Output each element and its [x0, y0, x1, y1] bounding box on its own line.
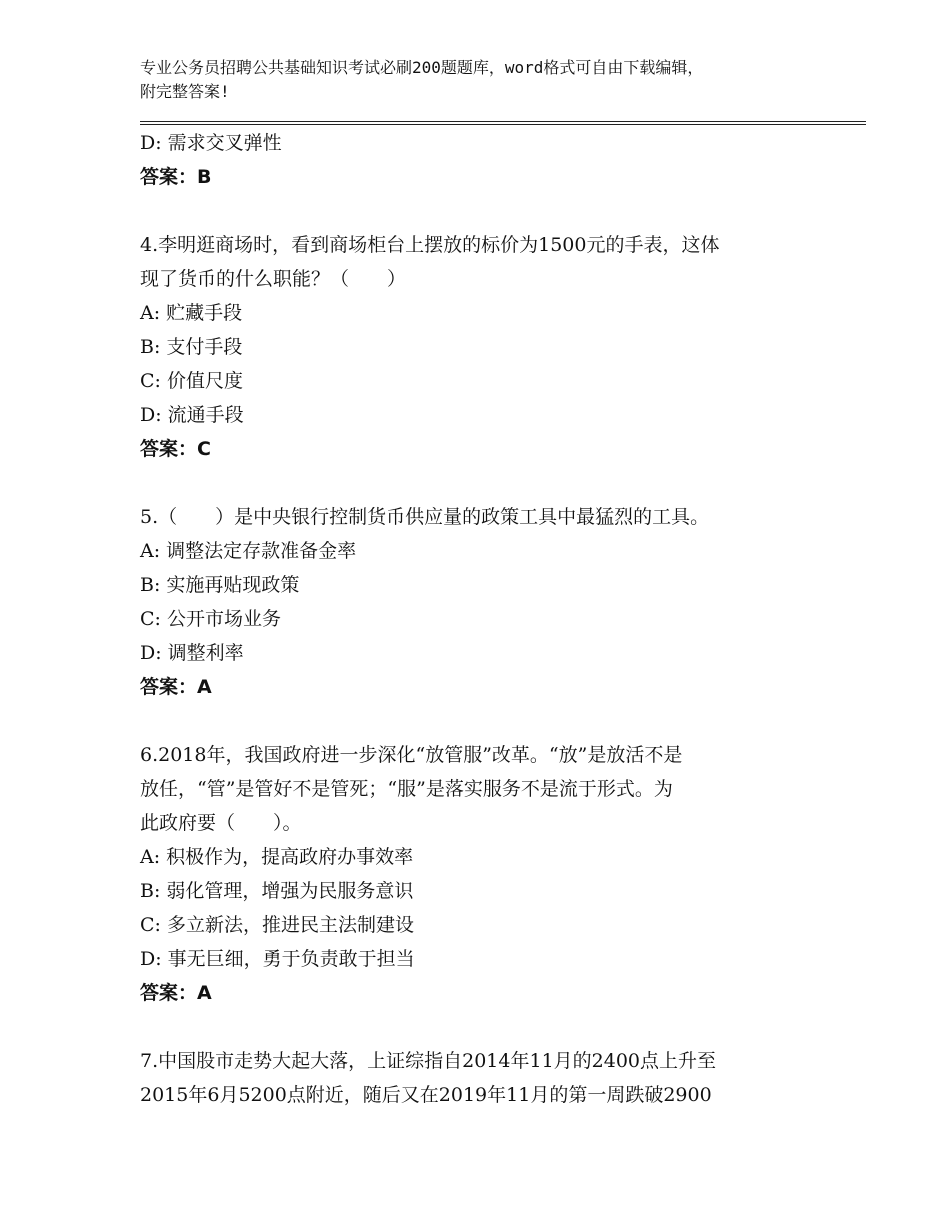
spacer — [140, 194, 866, 228]
option-c: C: 价值尺度 — [140, 370, 243, 392]
question-stem-line: 现了货币的什么职能？（ ） — [140, 268, 407, 290]
option-b: B: 弱化管理，增强为民服务意识 — [140, 880, 414, 902]
question-stem-line: 此政府要（ ）。 — [140, 812, 302, 834]
answer-label: 答案：A — [140, 676, 212, 698]
question-4 — [140, 228, 866, 466]
question-5 — [140, 500, 866, 704]
option-c: C: 多立新法，推进民主法制建设 — [140, 914, 414, 936]
question-stem-line: 5.（ ）是中央银行控制货币供应量的政策工具中最猛烈的工具。 — [140, 506, 710, 528]
option-a: A: 贮藏手段 — [140, 302, 243, 324]
answer-label: 答案：A — [140, 982, 212, 1004]
option-c: C: 公开市场业务 — [140, 608, 281, 630]
question-stem-line: 4.李明逛商场时，看到商场柜台上摆放的标价为1500元的手表，这体 — [140, 234, 720, 256]
answer-label: 答案：C — [140, 438, 211, 460]
header-line-1: 专业公务员招聘公共基础知识考试必刷200题题库，word格式可自由下载编辑， — [140, 58, 704, 77]
question-stem-line: 6.2018年，我国政府进一步深化“放管服”改革。“放”是放活不是 — [140, 744, 683, 766]
option-d: D: 调整利率 — [140, 642, 244, 664]
spacer — [140, 466, 866, 500]
header-line-2: 附完整答案! — [140, 82, 230, 101]
question-content — [140, 126, 866, 1112]
spacer — [140, 1010, 866, 1044]
page-header — [140, 56, 860, 104]
option-a: A: 调整法定存款准备金率 — [140, 540, 357, 562]
option-a: A: 积极作为，提高政府办事效率 — [140, 846, 414, 868]
question-stem-line: 7.中国股市走势大起大落，上证综指自2014年11月的2400点上升至 — [140, 1050, 717, 1072]
header-rule-bottom — [140, 124, 866, 125]
question-6 — [140, 738, 866, 1010]
question-3-tail — [140, 126, 866, 194]
option-d: D: 需求交叉弹性 — [140, 132, 282, 154]
answer-label: 答案：B — [140, 166, 212, 188]
option-d: D: 流通手段 — [140, 404, 244, 426]
option-d: D: 事无巨细，勇于负责敢于担当 — [140, 948, 415, 970]
question-stem-line: 2015年6月5200点附近，随后又在2019年11月的第一周跌破2900 — [140, 1084, 712, 1106]
question-stem-line: 放任，“管”是管好不是管死；“服”是落实服务不是流于形式。为 — [140, 778, 673, 800]
option-b: B: 实施再贴现政策 — [140, 574, 300, 596]
option-b: B: 支付手段 — [140, 336, 243, 358]
header-rule-top — [140, 121, 866, 122]
question-7 — [140, 1044, 866, 1112]
spacer — [140, 704, 866, 738]
